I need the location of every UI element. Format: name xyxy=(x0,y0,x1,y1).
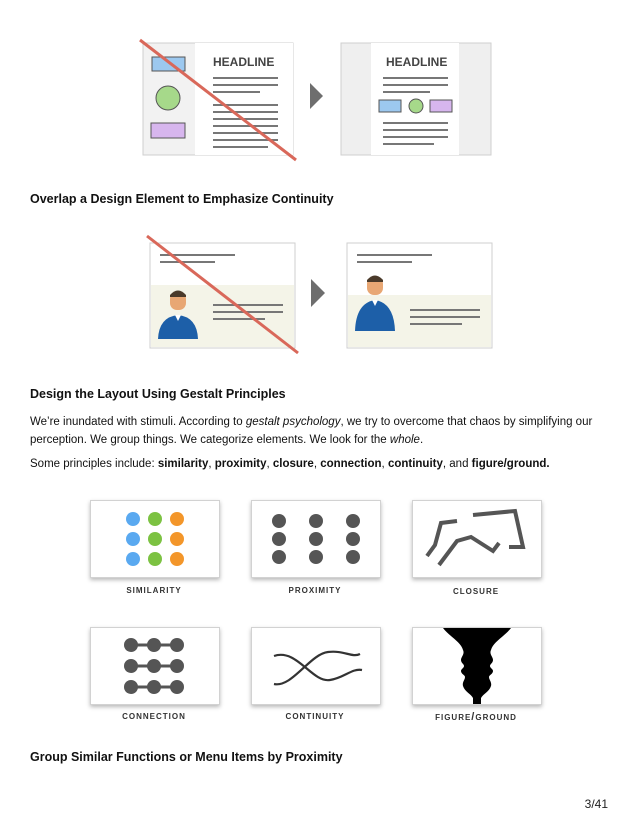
profile-comparison-svg xyxy=(145,233,500,358)
similarity-label: similarity xyxy=(126,584,182,596)
heading-overlap-continuity: Overlap a Design Element to Emphasize Continuity xyxy=(30,192,334,206)
heading-gestalt-principles: Design the Layout Using Gestalt Principles xyxy=(30,387,286,401)
figure-ground-label: figure/ground xyxy=(435,711,517,723)
para1-text-3: . xyxy=(419,434,424,446)
small-purple-rectangle-shape xyxy=(430,100,452,112)
proximity-dots-icon xyxy=(252,501,380,577)
continuity-label: continuity xyxy=(285,710,345,722)
small-blue-rectangle-shape xyxy=(379,100,401,112)
connection-label: connection xyxy=(122,710,186,722)
closure-label: closure xyxy=(452,585,500,597)
paragraph-principles-list: Some principles include: similarity, proximity, closure, connection, continuity, and figure/ground. xyxy=(30,458,550,470)
green-circle-shape xyxy=(156,86,180,110)
arrow-right-icon xyxy=(311,279,325,307)
principle-closure: closure xyxy=(272,458,314,470)
figure-ground-card xyxy=(412,627,542,705)
purple-rectangle-shape xyxy=(151,123,185,138)
vase-faces-icon xyxy=(413,628,541,704)
small-green-circle-shape xyxy=(409,99,423,113)
vase-shape xyxy=(443,628,511,704)
paragraph-gestalt-intro xyxy=(30,413,610,449)
left-headline-text: HEADLINE xyxy=(213,55,275,69)
page-number: 3/41 xyxy=(584,797,608,811)
connection-card xyxy=(90,627,220,705)
proximity-card xyxy=(251,500,381,578)
figure-layout-comparison xyxy=(138,38,498,163)
para1-text-2: , we try to overcome that chaos by simplifying our perception. We group things. We categorize elements. We look for the xyxy=(30,416,593,446)
right-headline-text: HEADLINE xyxy=(386,55,448,69)
closure-shape-icon xyxy=(413,501,541,577)
continuity-card xyxy=(251,627,381,705)
blue-rectangle-shape xyxy=(152,57,185,71)
para1-emphasis-whole: whole xyxy=(389,434,420,446)
connection-dots-icon xyxy=(91,628,219,704)
heading-group-proximity: Group Similar Functions or Menu Items by Proximity xyxy=(30,750,343,764)
similarity-dots-icon xyxy=(91,501,219,577)
principle-continuity: continuity xyxy=(387,458,443,470)
principles-intro: Some principles include: xyxy=(30,458,158,470)
para1-text-1: We’re inundated with stimuli. According to xyxy=(30,416,246,428)
principle-similarity: similarity xyxy=(157,458,209,470)
layout-comparison-svg xyxy=(138,38,498,163)
similarity-card xyxy=(90,500,220,578)
figure-profile-comparison xyxy=(145,233,500,358)
proximity-label: proximity xyxy=(288,584,342,596)
principle-figure-ground: figure/ground xyxy=(471,458,547,470)
continuity-curves-icon xyxy=(252,628,380,704)
para1-emphasis-gestalt: gestalt psychology xyxy=(245,416,341,428)
closure-card xyxy=(412,500,542,578)
principle-proximity: proximity xyxy=(214,458,267,470)
arrow-right-icon xyxy=(310,83,323,109)
principle-connection: connection xyxy=(320,458,382,470)
